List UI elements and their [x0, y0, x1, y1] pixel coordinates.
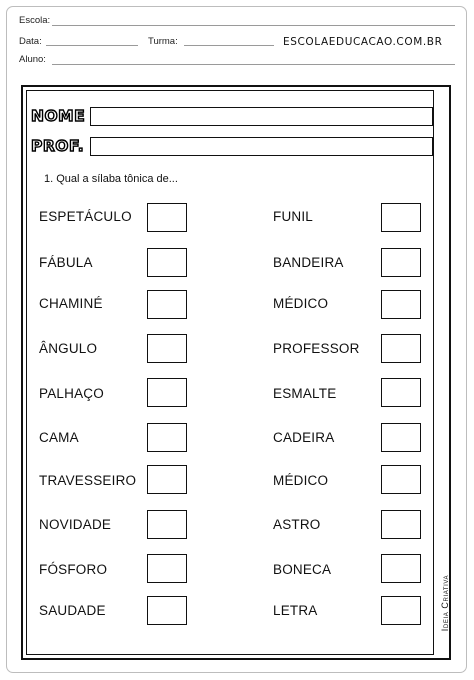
instruction-text: 1. Qual a sílaba tônica de... — [44, 173, 178, 185]
word-right-5: ESMALTE — [273, 386, 337, 401]
word-right-10: LETRA — [273, 603, 318, 618]
student-line — [52, 64, 455, 65]
word-left-3: CHAMINÉ — [39, 296, 103, 311]
answer-box-left-6[interactable] — [147, 423, 187, 452]
word-left-7: TRAVESSEIRO — [39, 473, 137, 488]
class-line — [184, 45, 274, 46]
answer-box-right-9[interactable] — [381, 554, 421, 583]
answer-box-right-6[interactable] — [381, 423, 421, 452]
word-right-6: CADEIRA — [273, 430, 335, 445]
answer-box-right-10[interactable] — [381, 596, 421, 625]
answer-box-right-3[interactable] — [381, 290, 421, 319]
school-label: Escola: — [19, 15, 51, 26]
word-left-10: SAUDADE — [39, 603, 106, 618]
answer-box-left-10[interactable] — [147, 596, 187, 625]
word-right-4: PROFESSOR — [273, 341, 360, 356]
word-right-7: MÉDICO — [273, 473, 329, 488]
student-label: Aluno: — [19, 54, 46, 65]
answer-box-left-5[interactable] — [147, 378, 187, 407]
date-line — [46, 45, 138, 46]
answer-box-right-1[interactable] — [381, 203, 421, 232]
site-url: ESCOLAEDUCACAO.COM.BR — [283, 36, 443, 48]
name-label: NOME — [31, 107, 86, 125]
prof-field[interactable] — [90, 137, 433, 156]
name-field[interactable] — [90, 107, 433, 126]
answer-box-right-8[interactable] — [381, 510, 421, 539]
answer-box-left-4[interactable] — [147, 334, 187, 363]
word-left-5: PALHAÇO — [39, 386, 104, 401]
word-left-6: CAMA — [39, 430, 79, 445]
answer-box-left-3[interactable] — [147, 290, 187, 319]
word-right-9: BONECA — [273, 562, 332, 577]
answer-box-right-4[interactable] — [381, 334, 421, 363]
word-left-2: FÁBULA — [39, 255, 93, 270]
word-right-3: MÉDICO — [273, 296, 329, 311]
word-right-8: ASTRO — [273, 517, 321, 532]
answer-box-left-2[interactable] — [147, 248, 187, 277]
word-left-1: ESPETÁCULO — [39, 209, 132, 224]
prof-label: PROF. — [31, 137, 85, 155]
word-left-9: FÓSFORO — [39, 562, 108, 577]
answer-box-left-1[interactable] — [147, 203, 187, 232]
word-right-1: FUNIL — [273, 209, 314, 224]
answer-box-right-5[interactable] — [381, 378, 421, 407]
word-left-8: NOVIDADE — [39, 517, 112, 532]
answer-box-right-2[interactable] — [381, 248, 421, 277]
side-credit — [438, 568, 450, 638]
answer-box-left-9[interactable] — [147, 554, 187, 583]
date-label: Data: — [19, 36, 42, 47]
word-right-2: BANDEIRA — [273, 255, 344, 270]
answer-box-left-8[interactable] — [147, 510, 187, 539]
word-left-4: ÂNGULO — [39, 341, 98, 356]
answer-box-right-7[interactable] — [381, 465, 421, 494]
answer-box-left-7[interactable] — [147, 465, 187, 494]
class-label: Turma: — [148, 36, 178, 47]
side-credit-text: Ideia Criativa — [440, 574, 450, 632]
school-line — [52, 25, 455, 26]
